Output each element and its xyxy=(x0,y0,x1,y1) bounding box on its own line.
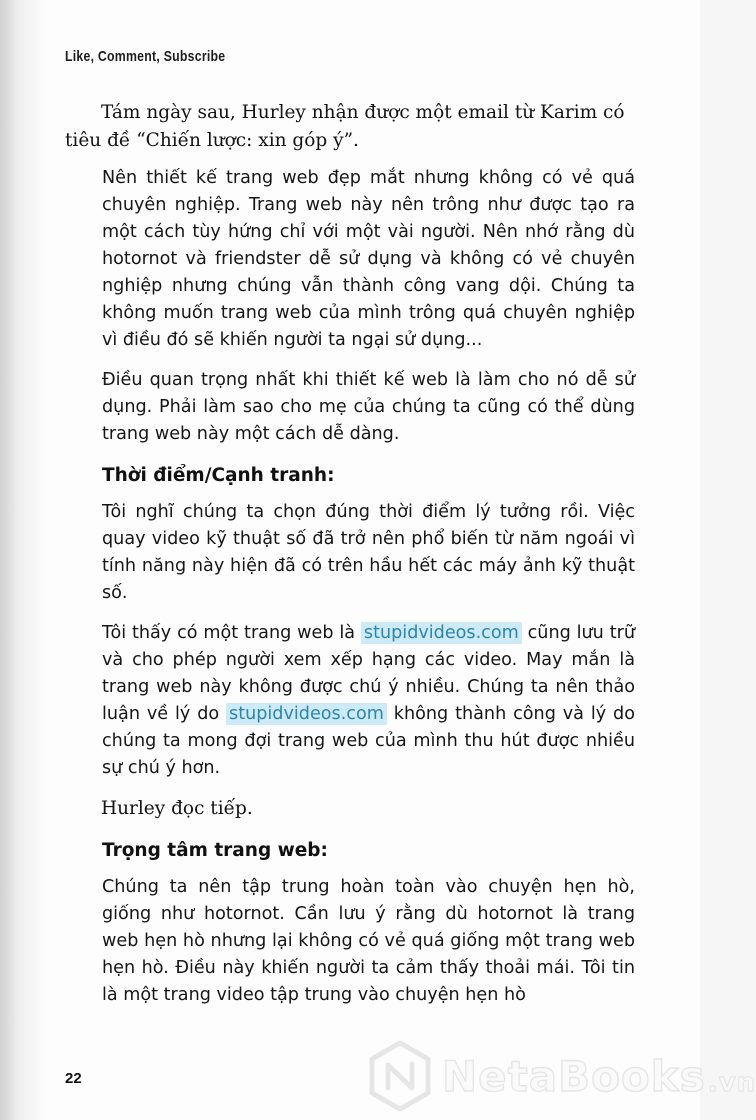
text-segment: cũng lưu trữ và cho phép người xem xếp hạng các video. May mắn là trang web này không được chú ý nhiều. Chúng ta nên thảo luận về lý do xyxy=(102,623,635,724)
page-content xyxy=(65,99,635,1022)
watermark-text: NetaBooks.vn xyxy=(442,1051,756,1101)
highlighted-text: stupidvideos.com xyxy=(361,622,522,644)
paragraph-email-usability: Điều quan trọng nhất khi thiết kế web là làm cho nó dễ sử dụng. Phải làm sao cho mẹ của chúng ta cũng có thể dùng trang web này một cách dễ dàng. xyxy=(102,370,635,444)
paragraph-email-dating-focus: Chúng ta nên tập trung hoàn toàn vào chuyện hẹn hò, giống như hotornot. Cần lưu ý rằng dù hotornot là trang web hẹn hò nhưng lại không có vẻ quá giống một trang web hẹn hò. Điều này khiến người ta cảm thấy thoải mái. Tôi tin là một trang video tập trung vào chuyện hẹn hò xyxy=(102,877,635,1005)
text-segment: Tôi thấy có một trang web là xyxy=(102,623,361,643)
text-segment: không thành công và lý do chúng ta mong đợi trang web của mình thu hút được nhiều sự chú ý hơn. xyxy=(102,704,635,778)
netabooks-watermark xyxy=(368,1040,756,1112)
page-number: 22 xyxy=(65,1070,82,1087)
paragraph-narrative-hurley-reads: Hurley đọc tiếp. xyxy=(101,798,253,819)
paragraph-email-timing: Tôi nghĩ chúng ta chọn đúng thời điểm lý tưởng rồi. Việc quay video kỹ thuật số đã trở nên phổ biến từ năm ngoái vì tính năng này hiện đã có trên hầu hết các máy ảnh kỹ thuật số. xyxy=(102,502,635,603)
paragraph-email-stupidvideos xyxy=(102,620,635,782)
heading-site-focus: Trọng tâm trang web: xyxy=(102,840,328,861)
running-header: Like, Comment, Subscribe xyxy=(65,48,226,65)
paragraph-email-design: Nên thiết kế trang web đẹp mắt nhưng không có vẻ quá chuyên nghiệp. Trang web này nên trông như được tạo ra một cách tùy hứng chỉ với một vài người. Nên nhớ rằng dù hotornot và friendster dễ sử dụng và không có vẻ chuyên nghiệp nhưng chúng vẫn thành công vang dội. Chúng ta không muốn trang web của mình trông quá chuyên nghiệp vì điều đó sẽ khiến người ta ngại sử dụng... xyxy=(102,168,635,350)
heading-timing-competition: Thời điểm/Cạnh tranh: xyxy=(102,465,335,486)
page-gutter-shadow xyxy=(0,0,48,1120)
netabooks-hexagon-logo-icon xyxy=(368,1040,432,1112)
highlighted-text: stupidvideos.com xyxy=(226,703,387,725)
paragraph-narrative-intro: Tám ngày sau, Hurley nhận được một email từ Karim có tiêu đề “Chiến lược: xin góp ý”. xyxy=(65,102,625,151)
